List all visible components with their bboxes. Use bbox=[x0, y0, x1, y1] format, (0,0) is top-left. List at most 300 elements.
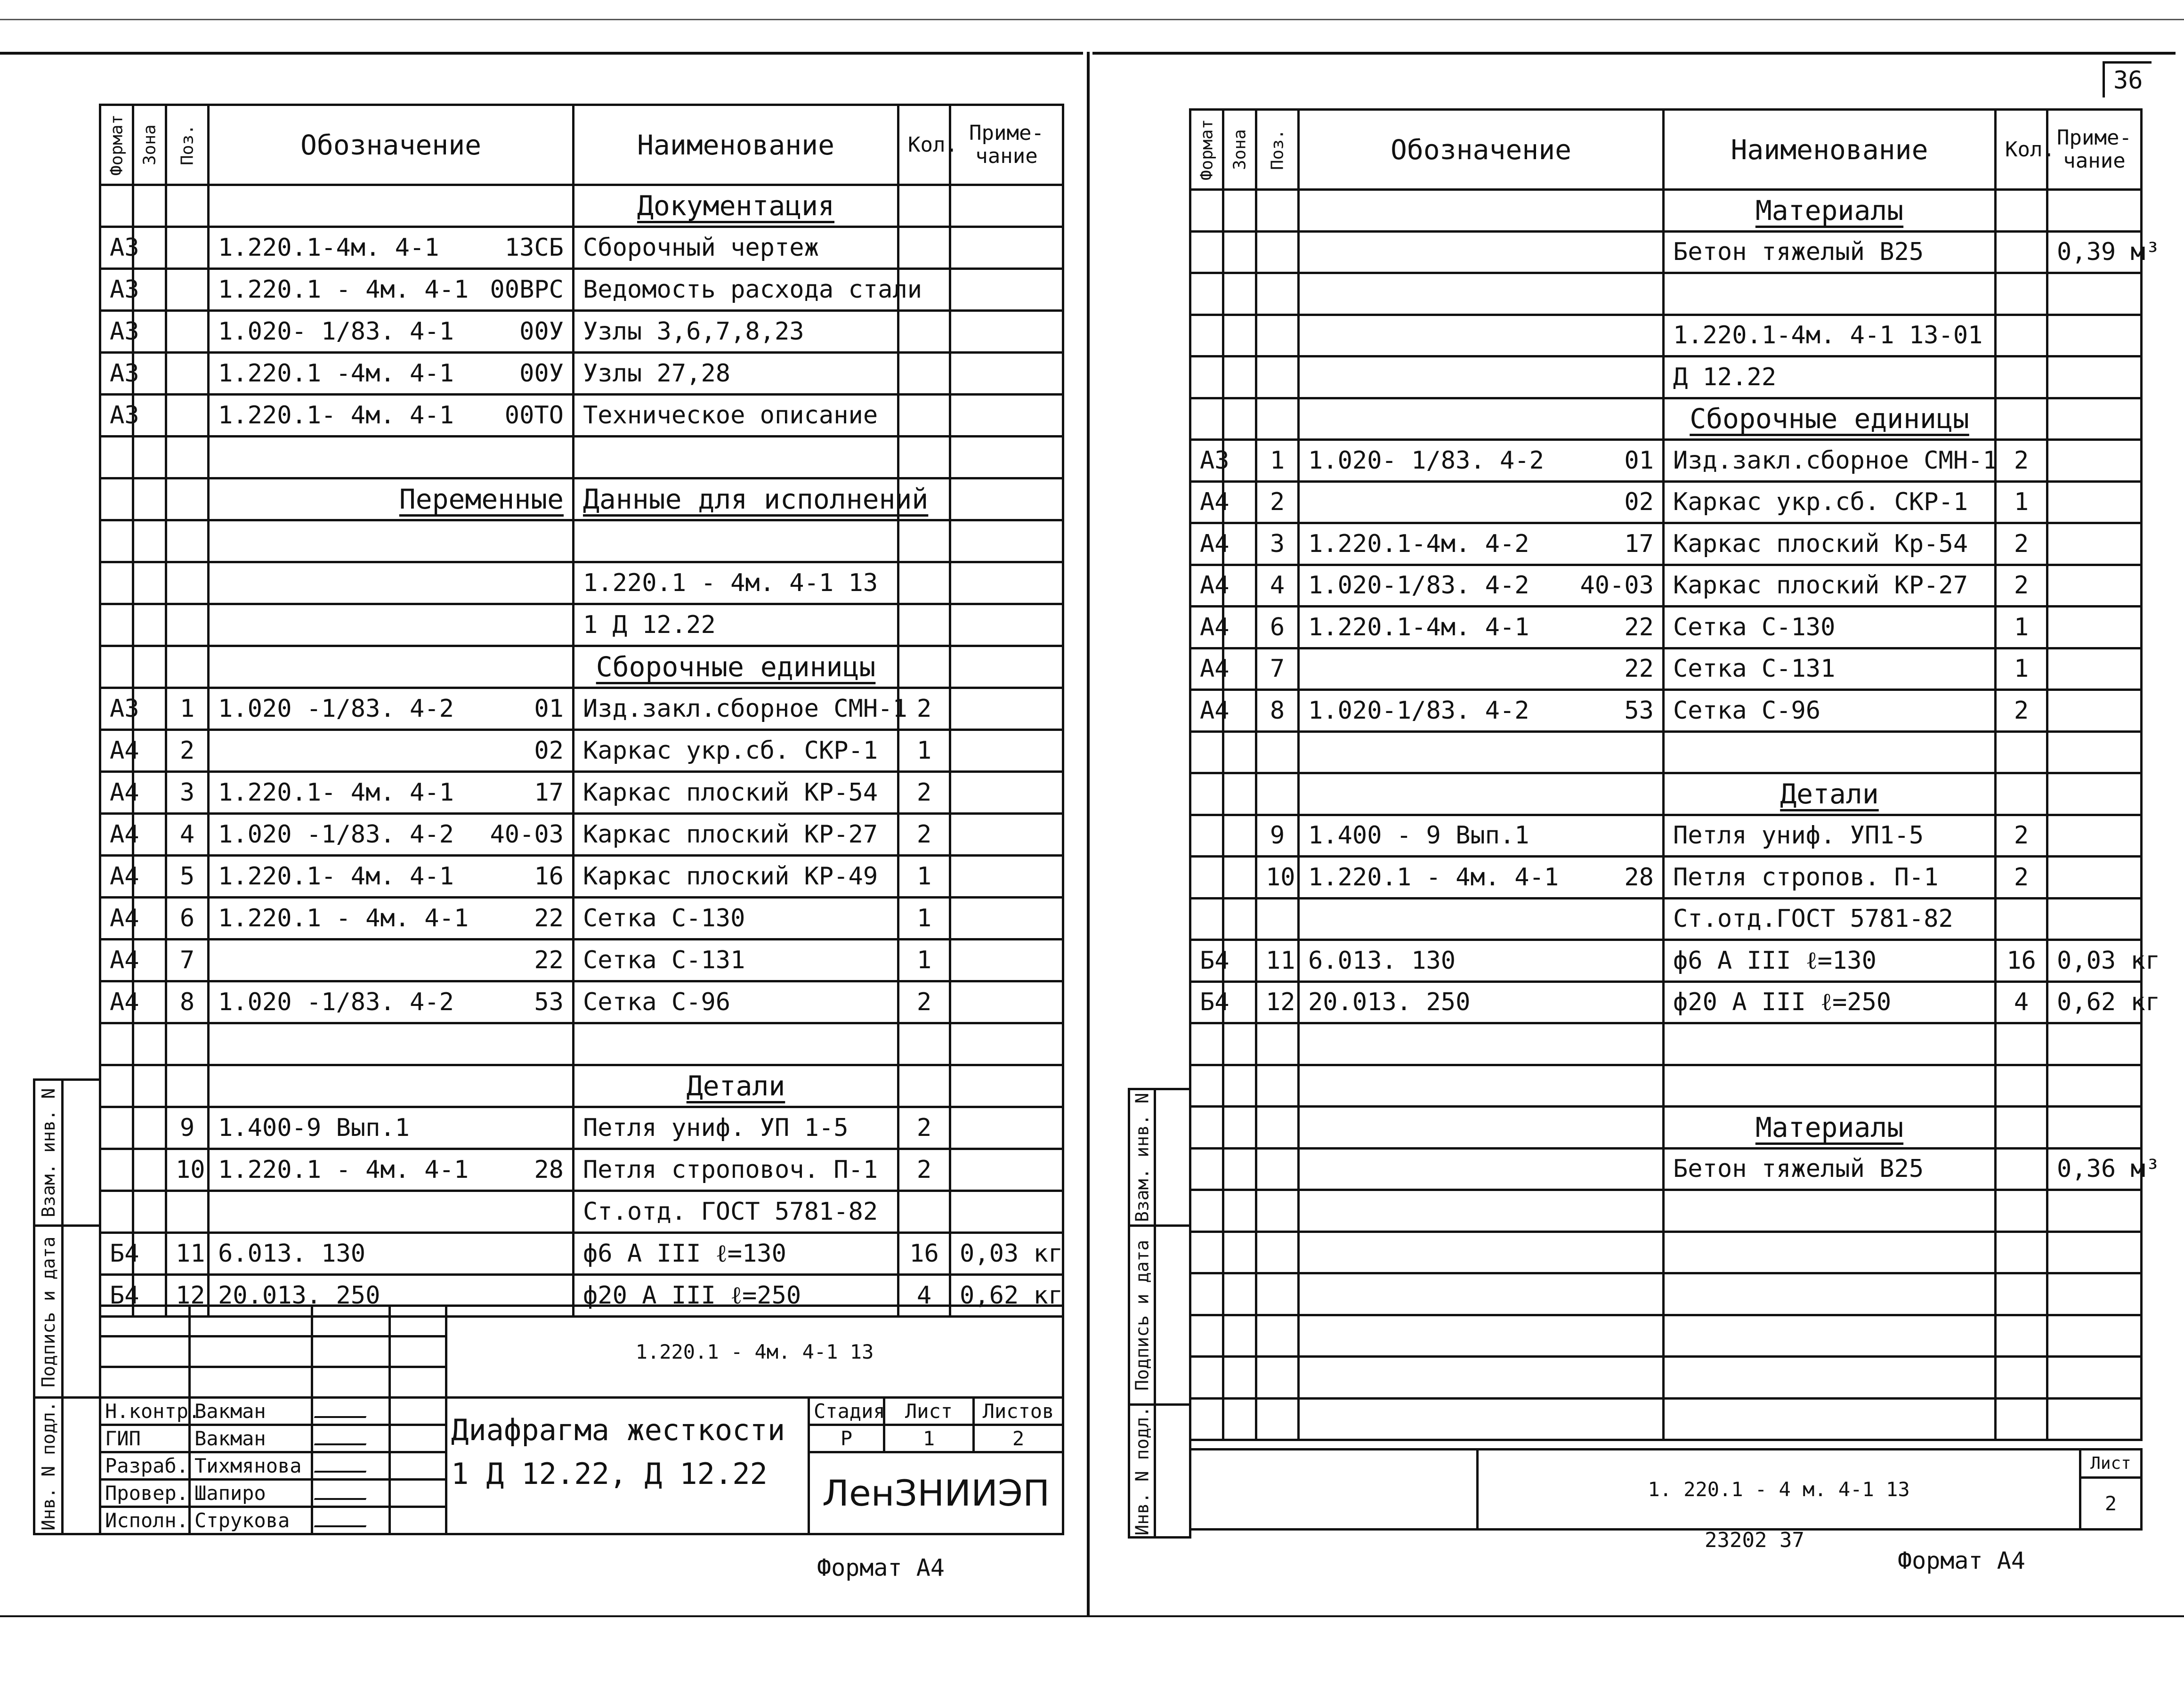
col-pos: Поз. bbox=[166, 105, 209, 185]
cell-format: А4 bbox=[100, 730, 133, 772]
designation-code: 1.220.1- 4м. 4-1 bbox=[218, 862, 454, 891]
left-frame-top bbox=[0, 52, 1083, 55]
cell-pos: 9 bbox=[166, 1107, 209, 1149]
cell-pos: 6 bbox=[166, 898, 209, 940]
side-inv-orig: Инв. N подл. bbox=[34, 1398, 63, 1534]
cell-qty bbox=[898, 1191, 950, 1233]
cell-designation bbox=[1299, 981, 1664, 1023]
cell-name: Сборочные единицы bbox=[1664, 398, 1996, 440]
stamp-role-1: ГИП bbox=[100, 1425, 190, 1452]
cell-designation bbox=[1299, 1190, 1664, 1232]
table-row bbox=[1190, 523, 2142, 565]
table-row bbox=[1190, 815, 2142, 857]
designation-suffix: 00У bbox=[519, 317, 564, 346]
left-title-stamp bbox=[99, 1304, 1064, 1535]
cell-zone bbox=[1223, 1231, 1256, 1273]
table-row bbox=[100, 269, 1063, 311]
r-col-note: Приме-чание bbox=[2047, 110, 2142, 190]
cell-qty: 1 bbox=[898, 856, 950, 898]
cell-qty bbox=[1996, 1065, 2047, 1107]
cell-note bbox=[2047, 440, 2142, 482]
table-row bbox=[100, 981, 1063, 1023]
cell-note bbox=[2047, 523, 2142, 565]
cell-format: Б4 bbox=[1190, 940, 1223, 982]
cell-format bbox=[1190, 231, 1223, 273]
cell-format: Б4 bbox=[100, 1275, 133, 1317]
cell-zone bbox=[1223, 273, 1256, 315]
cell-pos bbox=[1256, 1273, 1299, 1315]
table-row bbox=[1190, 648, 2142, 690]
left-spec-rows bbox=[100, 185, 1063, 1317]
designation-suffix: 00ТО bbox=[504, 401, 564, 429]
cell-designation bbox=[1299, 440, 1664, 482]
table-row bbox=[100, 227, 1063, 269]
cell-note bbox=[2047, 315, 2142, 356]
cell-designation bbox=[1299, 273, 1664, 315]
cell-name: Ст.отд. ГОСТ 5781-82 bbox=[574, 1191, 898, 1233]
r-col-pos: Поз. bbox=[1256, 110, 1299, 190]
designation-code: 1.400-9 Вып.1 bbox=[218, 1114, 410, 1142]
cell-designation bbox=[209, 562, 574, 604]
cell-designation bbox=[1299, 1148, 1664, 1190]
cell-name bbox=[574, 437, 898, 478]
stamp-sheets: 2 bbox=[974, 1425, 1063, 1452]
cell-zone bbox=[1223, 231, 1256, 273]
stamp-name-2: Тихмянова bbox=[190, 1452, 312, 1480]
cell-zone bbox=[133, 520, 166, 562]
cell-designation bbox=[1299, 565, 1664, 607]
cell-designation bbox=[1299, 315, 1664, 356]
cell-zone bbox=[1223, 315, 1256, 356]
table-row bbox=[1190, 273, 2142, 315]
cell-note bbox=[2047, 1107, 2142, 1149]
cell-note bbox=[2047, 648, 2142, 690]
stamp-sheets-label: Листов bbox=[974, 1398, 1063, 1425]
cell-designation bbox=[209, 520, 574, 562]
cell-pos bbox=[166, 353, 209, 395]
cell-pos bbox=[1256, 1107, 1299, 1149]
cell-note: 0,62 кг bbox=[2047, 981, 2142, 1023]
signature-0 bbox=[312, 1398, 390, 1425]
stamp-name-1: Вакман bbox=[190, 1425, 312, 1452]
cell-note bbox=[2047, 690, 2142, 732]
page-divider bbox=[1087, 52, 1090, 1615]
signature-4 bbox=[312, 1507, 390, 1534]
cell-pos bbox=[166, 1191, 209, 1233]
cell-pos bbox=[1256, 356, 1299, 398]
cell-qty: 2 bbox=[898, 1149, 950, 1191]
cell-note bbox=[2047, 398, 2142, 440]
cell-pos bbox=[1256, 1065, 1299, 1107]
cell-pos bbox=[1256, 1148, 1299, 1190]
cell-format bbox=[1190, 1357, 1223, 1399]
table-row bbox=[100, 646, 1063, 688]
cell-format: А4 bbox=[100, 772, 133, 814]
cell-name bbox=[1664, 1190, 1996, 1232]
cell-zone bbox=[133, 1023, 166, 1065]
cell-zone bbox=[1223, 1273, 1256, 1315]
cell-note bbox=[950, 646, 1063, 688]
cell-pos bbox=[166, 646, 209, 688]
cell-pos bbox=[166, 227, 209, 269]
cell-pos bbox=[1256, 1315, 1299, 1357]
cell-qty bbox=[1996, 898, 2047, 940]
table-row bbox=[1190, 607, 2142, 648]
cell-format bbox=[1190, 1023, 1223, 1065]
table-row bbox=[100, 856, 1063, 898]
cell-zone bbox=[1223, 898, 1256, 940]
designation-code: 1.020-1/83. 4-2 bbox=[1308, 571, 1529, 600]
cell-note bbox=[2047, 898, 2142, 940]
cell-designation bbox=[209, 1149, 574, 1191]
cell-name bbox=[1664, 1231, 1996, 1273]
cell-format: А4 bbox=[100, 898, 133, 940]
cell-format: А4 bbox=[100, 940, 133, 981]
table-row bbox=[100, 185, 1063, 227]
bottom-edge-line bbox=[0, 1615, 2184, 1617]
cell-note bbox=[950, 562, 1063, 604]
cell-name bbox=[574, 1023, 898, 1065]
cell-note bbox=[950, 437, 1063, 478]
table-row bbox=[1190, 315, 2142, 356]
designation-suffix: 02 bbox=[1624, 488, 1654, 517]
cell-qty: 2 bbox=[898, 981, 950, 1023]
cell-note bbox=[2047, 190, 2142, 232]
cell-pos bbox=[166, 395, 209, 437]
table-row bbox=[1190, 981, 2142, 1023]
cell-zone bbox=[133, 1149, 166, 1191]
cell-format bbox=[100, 437, 133, 478]
cell-pos: 4 bbox=[166, 814, 209, 856]
cell-format bbox=[1190, 273, 1223, 315]
cell-pos: 1 bbox=[166, 688, 209, 730]
cell-name: Ст.отд.ГОСТ 5781-82 bbox=[1664, 898, 1996, 940]
designation-suffix: 40-03 bbox=[1580, 571, 1654, 600]
designation-code: 1.220.1 -4м. 4-1 bbox=[218, 359, 454, 388]
cell-pos bbox=[1256, 1357, 1299, 1399]
cell-qty bbox=[1996, 1273, 2047, 1315]
table-row bbox=[100, 730, 1063, 772]
cell-designation bbox=[209, 898, 574, 940]
cell-format: А4 bbox=[1190, 565, 1223, 607]
cell-name: Сетка С-96 bbox=[574, 981, 898, 1023]
table-row bbox=[1190, 898, 2142, 940]
cell-qty: 2 bbox=[1996, 523, 2047, 565]
cell-format bbox=[100, 1023, 133, 1065]
table-row bbox=[1190, 1107, 2142, 1149]
cell-format bbox=[1190, 1107, 1223, 1149]
cell-pos bbox=[166, 269, 209, 311]
cell-note bbox=[950, 478, 1063, 520]
cell-designation bbox=[1299, 648, 1664, 690]
cell-designation bbox=[209, 353, 574, 395]
cell-qty bbox=[898, 395, 950, 437]
cell-name: Сетка С-130 bbox=[574, 898, 898, 940]
cell-name: ф6 А III ℓ=130 bbox=[574, 1233, 898, 1275]
cell-name: Сетка С-131 bbox=[1664, 648, 1996, 690]
cell-pos: 10 bbox=[1256, 857, 1299, 899]
cell-note bbox=[2047, 1398, 2142, 1440]
designation-suffix: 01 bbox=[1624, 446, 1654, 475]
cell-format: А4 bbox=[1190, 690, 1223, 732]
cell-note bbox=[950, 353, 1063, 395]
designation-code: 1.020- 1/83. 4-2 bbox=[1308, 446, 1544, 475]
cell-zone bbox=[1223, 1315, 1256, 1357]
cell-designation bbox=[209, 940, 574, 981]
cell-name: Сборочный чертеж bbox=[574, 227, 898, 269]
cell-note bbox=[2047, 1190, 2142, 1232]
designation-code: 6.013. 130 bbox=[1308, 946, 1456, 975]
designation-code: 1.220.1-4м. 4-2 bbox=[1308, 529, 1529, 558]
cell-note: 0,36 м³ bbox=[2047, 1148, 2142, 1190]
designation-code: 1.020 -1/83. 4-2 bbox=[218, 695, 454, 723]
cell-format bbox=[1190, 815, 1223, 857]
cell-note bbox=[950, 1107, 1063, 1149]
cell-pos: 4 bbox=[1256, 565, 1299, 607]
cell-note bbox=[950, 269, 1063, 311]
table-row bbox=[1190, 1190, 2142, 1232]
cell-qty bbox=[898, 520, 950, 562]
cell-qty bbox=[1996, 1357, 2047, 1399]
cell-pos: 9 bbox=[1256, 815, 1299, 857]
cell-note bbox=[950, 772, 1063, 814]
cell-zone bbox=[133, 1065, 166, 1107]
cell-designation bbox=[209, 1107, 574, 1149]
cell-format bbox=[1190, 1148, 1223, 1190]
cell-pos: 8 bbox=[1256, 690, 1299, 732]
cell-note bbox=[2047, 815, 2142, 857]
cell-note bbox=[2047, 565, 2142, 607]
cell-format bbox=[100, 1107, 133, 1149]
cell-zone bbox=[1223, 1148, 1256, 1190]
table-row bbox=[100, 353, 1063, 395]
signature-3 bbox=[312, 1480, 390, 1507]
designation-code: 1.220.1 - 4м. 4-1 bbox=[218, 1156, 469, 1184]
cell-pos bbox=[166, 1065, 209, 1107]
cell-designation bbox=[209, 311, 574, 353]
cell-pos: 12 bbox=[1256, 981, 1299, 1023]
table-row bbox=[100, 1233, 1063, 1275]
cell-note bbox=[950, 940, 1063, 981]
table-row bbox=[100, 688, 1063, 730]
cell-qty: 2 bbox=[898, 772, 950, 814]
cell-note: 0,62 кг bbox=[950, 1275, 1063, 1317]
designation-code: 1.400 - 9 Вып.1 bbox=[1308, 821, 1529, 850]
cell-pos bbox=[1256, 898, 1299, 940]
side-replace-inv: Взам. инв. N bbox=[34, 1080, 63, 1226]
cell-pos bbox=[1256, 1190, 1299, 1232]
cell-name: Бетон тяжелый В25 bbox=[1664, 1148, 1996, 1190]
col-qty: Кол. bbox=[898, 105, 950, 185]
cell-zone bbox=[133, 437, 166, 478]
cell-pos: 3 bbox=[1256, 523, 1299, 565]
cell-note bbox=[2047, 857, 2142, 899]
cell-pos: 7 bbox=[1256, 648, 1299, 690]
cell-name: ф20 А III ℓ=250 bbox=[574, 1275, 898, 1317]
cell-designation bbox=[209, 437, 574, 478]
cell-format: А3 bbox=[1190, 440, 1223, 482]
designation-suffix: 53 bbox=[1624, 696, 1654, 725]
right-spec-table bbox=[1189, 108, 2160, 1441]
cell-name bbox=[1664, 1065, 1996, 1107]
cell-note bbox=[950, 395, 1063, 437]
cell-qty bbox=[1996, 1190, 2047, 1232]
top-edge-line bbox=[0, 19, 2184, 20]
cell-qty bbox=[1996, 1023, 2047, 1065]
cell-qty: 2 bbox=[1996, 565, 2047, 607]
table-row bbox=[100, 604, 1063, 646]
cell-name bbox=[1664, 1273, 1996, 1315]
left-side-block bbox=[33, 1078, 101, 1535]
stamp-role-0: Н.контр. bbox=[100, 1398, 190, 1425]
cell-designation bbox=[209, 185, 574, 227]
stamp-name-4: Струкова bbox=[190, 1507, 312, 1534]
cell-qty: 2 bbox=[898, 814, 950, 856]
cell-format: А4 bbox=[1190, 607, 1223, 648]
designation-code: 1.020 -1/83. 4-2 bbox=[218, 988, 454, 1016]
r-col-name: Наименование bbox=[1664, 110, 1996, 190]
cell-pos bbox=[166, 604, 209, 646]
cell-zone bbox=[1223, 1357, 1256, 1399]
cell-qty: 2 bbox=[898, 1107, 950, 1149]
cell-note bbox=[950, 981, 1063, 1023]
cell-name: 1.220.1 - 4м. 4-1 13 bbox=[574, 562, 898, 604]
designation-code: Переменные bbox=[399, 483, 564, 515]
cell-pos bbox=[1256, 398, 1299, 440]
cell-designation bbox=[1299, 398, 1664, 440]
cell-name: Детали bbox=[1664, 773, 1996, 815]
cell-name: Каркас плоский КР-27 bbox=[1664, 565, 1996, 607]
cell-pos: 8 bbox=[166, 981, 209, 1023]
cell-pos bbox=[1256, 231, 1299, 273]
cell-designation bbox=[1299, 690, 1664, 732]
cell-qty bbox=[898, 1023, 950, 1065]
cell-format bbox=[1190, 1398, 1223, 1440]
stamp-role-3: Провер. bbox=[100, 1480, 190, 1507]
cell-zone bbox=[1223, 1023, 1256, 1065]
cell-format bbox=[1190, 898, 1223, 940]
cell-qty: 4 bbox=[898, 1275, 950, 1317]
cell-name bbox=[1664, 1023, 1996, 1065]
cell-zone bbox=[1223, 398, 1256, 440]
table-row bbox=[1190, 1398, 2142, 1440]
cell-qty bbox=[898, 311, 950, 353]
cell-name bbox=[1664, 1315, 1996, 1357]
cell-designation bbox=[1299, 857, 1664, 899]
cell-format: А3 bbox=[100, 269, 133, 311]
cell-designation bbox=[1299, 190, 1664, 232]
cell-zone bbox=[1223, 356, 1256, 398]
cell-zone bbox=[1223, 731, 1256, 773]
cell-qty: 2 bbox=[1996, 857, 2047, 899]
cell-format: А4 bbox=[100, 856, 133, 898]
stamp-sheet-label: Лист bbox=[884, 1398, 974, 1425]
designation-code: 1.220.1-4м. 4-1 bbox=[1308, 613, 1529, 641]
cell-note bbox=[950, 856, 1063, 898]
cell-qty: 1 bbox=[1996, 481, 2047, 523]
cell-designation bbox=[209, 730, 574, 772]
cell-format bbox=[1190, 731, 1223, 773]
designation-suffix: 13СБ bbox=[504, 234, 564, 262]
cell-name: Сетка С-96 bbox=[1664, 690, 1996, 732]
cell-designation bbox=[1299, 1273, 1664, 1315]
cell-format bbox=[100, 1065, 133, 1107]
cell-pos bbox=[166, 520, 209, 562]
cell-pos bbox=[166, 311, 209, 353]
stamp-stage-label: Стадия bbox=[809, 1398, 884, 1425]
cell-designation bbox=[209, 1191, 574, 1233]
cell-note bbox=[950, 814, 1063, 856]
cell-pos: 12 bbox=[166, 1275, 209, 1317]
cell-zone bbox=[133, 478, 166, 520]
cell-format bbox=[1190, 773, 1223, 815]
cell-designation bbox=[1299, 731, 1664, 773]
cell-format bbox=[1190, 1065, 1223, 1107]
cell-pos: 2 bbox=[1256, 481, 1299, 523]
table-row bbox=[1190, 1148, 2142, 1190]
cell-qty: 16 bbox=[1996, 940, 2047, 982]
cell-zone bbox=[1223, 815, 1256, 857]
cell-note bbox=[950, 1191, 1063, 1233]
designation-suffix: 40-03 bbox=[490, 820, 564, 849]
cell-note bbox=[2047, 1065, 2142, 1107]
cell-format bbox=[100, 185, 133, 227]
cell-format: А4 bbox=[1190, 648, 1223, 690]
cell-format bbox=[1190, 1315, 1223, 1357]
cell-name: 1.220.1-4м. 4-1 13-01 bbox=[1664, 315, 1996, 356]
cell-name: Петля строповоч. П-1 bbox=[574, 1149, 898, 1191]
cell-note bbox=[950, 1023, 1063, 1065]
table-row bbox=[100, 1149, 1063, 1191]
cell-designation bbox=[1299, 231, 1664, 273]
col-designation: Обозначение bbox=[209, 105, 574, 185]
cell-zone bbox=[1223, 1190, 1256, 1232]
cell-name: 1 Д 12.22 bbox=[574, 604, 898, 646]
cell-designation bbox=[209, 227, 574, 269]
cell-name bbox=[1664, 273, 1996, 315]
cell-zone bbox=[1223, 190, 1256, 232]
cell-format bbox=[100, 520, 133, 562]
cell-note bbox=[950, 730, 1063, 772]
cell-note bbox=[2047, 773, 2142, 815]
r-col-qty: Кол. bbox=[1996, 110, 2047, 190]
cell-name bbox=[1664, 1398, 1996, 1440]
cell-note bbox=[2047, 356, 2142, 398]
table-row bbox=[1190, 857, 2142, 899]
cell-name: Документация bbox=[574, 185, 898, 227]
cell-format: А3 bbox=[100, 688, 133, 730]
cell-zone bbox=[133, 562, 166, 604]
stamp-subtitle: 1 Д 12.22, Д 12.22 bbox=[451, 1457, 768, 1491]
cell-qty bbox=[1996, 1107, 2047, 1149]
cell-qty bbox=[1996, 356, 2047, 398]
cell-note bbox=[950, 311, 1063, 353]
cell-designation bbox=[209, 981, 574, 1023]
cell-note bbox=[2047, 1273, 2142, 1315]
cell-pos bbox=[166, 562, 209, 604]
cell-name: Каркас плоский Кр-54 bbox=[1664, 523, 1996, 565]
table-row bbox=[100, 520, 1063, 562]
cell-designation bbox=[209, 1233, 574, 1275]
cell-designation bbox=[1299, 940, 1664, 982]
cell-designation bbox=[1299, 481, 1664, 523]
table-row bbox=[100, 437, 1063, 478]
cell-pos: 5 bbox=[166, 856, 209, 898]
cell-qty: 2 bbox=[898, 688, 950, 730]
cell-name: Петля стропов. П-1 bbox=[1664, 857, 1996, 899]
cell-format bbox=[1190, 857, 1223, 899]
designation-suffix: 22 bbox=[534, 904, 564, 932]
